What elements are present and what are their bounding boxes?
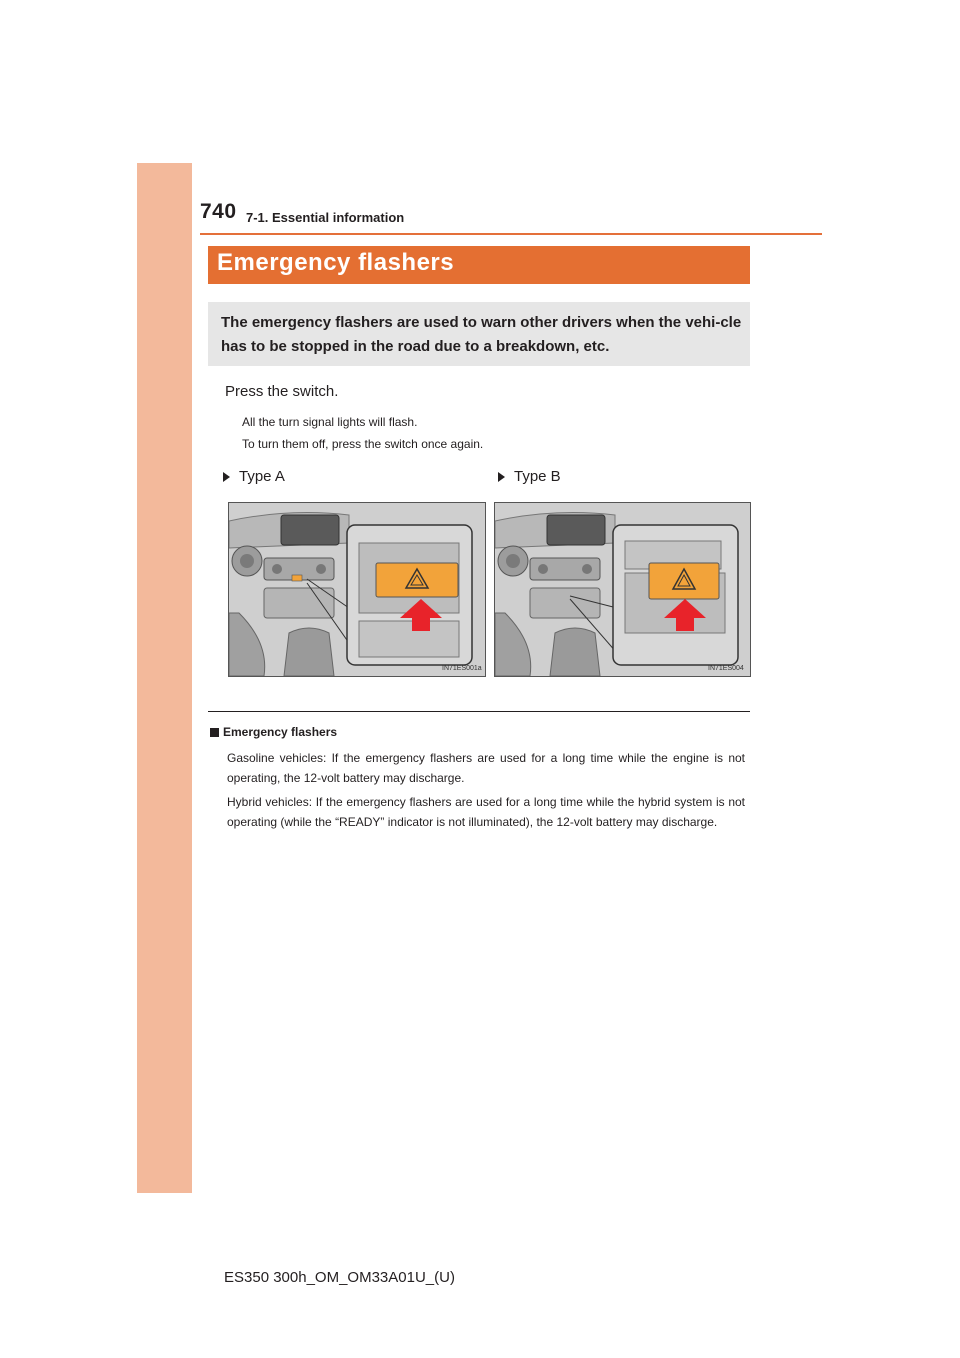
instruction-step: Press the switch.: [225, 383, 339, 400]
note-paragraph: Gasoline vehicles: If the emergency flashers are used for a long time while the engine is not operating, the 12-volt battery may discharge.: [227, 751, 745, 785]
section-title: 7-1. Essential information: [246, 210, 405, 225]
figure-label-text: Type B: [514, 468, 561, 485]
figure-type-b: [494, 502, 751, 677]
figure-label-type-b: [498, 468, 561, 485]
square-bullet-icon: [210, 728, 219, 737]
notes-divider: [208, 711, 750, 712]
page-title: Emergency flashers: [217, 249, 455, 276]
footer-model-code: ES350 300h_OM_OM33A01U_(U): [224, 1269, 455, 1286]
notes-heading-text: Emergency flashers: [223, 725, 338, 739]
page-number: 740: [200, 200, 237, 223]
figure-label-type-a: [223, 468, 285, 485]
figure-label-text: Type A: [239, 468, 285, 485]
figure-code: IN71ES001a: [442, 665, 482, 672]
intro-box: [208, 302, 750, 366]
note-paragraph: Hybrid vehicles: If the emergency flashers are used for a long time while the hybrid system is not operating (while the “READY” indicator is not illuminated), the 12-volt battery may discharge.: [227, 795, 745, 829]
notes-heading: [210, 725, 337, 739]
instruction-note: All the turn signal lights will flash.: [242, 415, 418, 429]
instruction-note: To turn them off, press the switch once again.: [242, 437, 484, 451]
dashboard-illustration: [229, 503, 485, 676]
header-divider: [200, 233, 822, 235]
title-bar: [208, 246, 750, 284]
dashboard-illustration: [495, 503, 750, 676]
intro-text: The emergency flashers are used to warn other drivers when the vehi-cle has to be stopped in the road due to a breakdown, etc.: [221, 314, 742, 355]
figure-type-a: [228, 502, 486, 677]
figure-code: IN71ES004: [708, 665, 744, 672]
chapter-side-tab: [137, 163, 192, 1193]
triangle-bullet-icon: [498, 472, 505, 482]
triangle-bullet-icon: [223, 472, 230, 482]
